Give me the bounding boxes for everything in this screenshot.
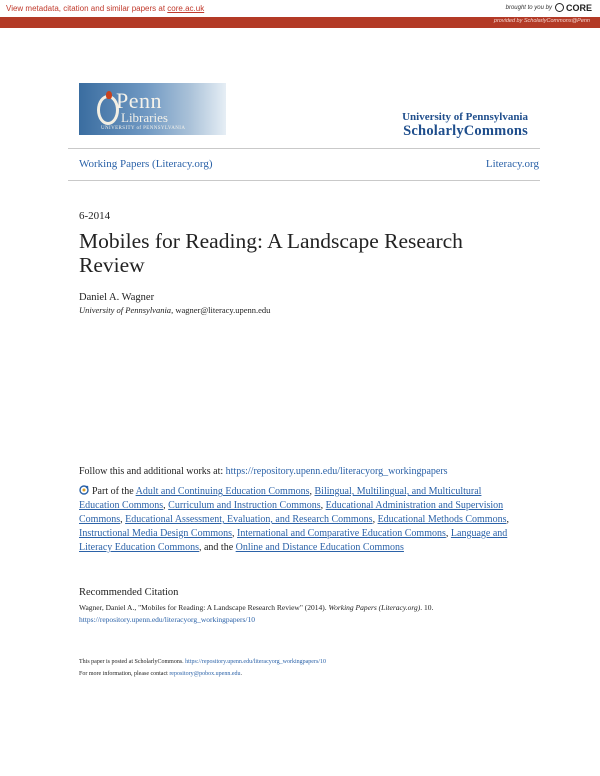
discipline-link[interactable]: Bilingual, Multilingual, and Multicultural Education Commons	[79, 486, 482, 511]
scholarlycommons-link[interactable]: ScholarlyCommons	[403, 123, 528, 139]
discipline-link[interactable]: International and Comparative Education Commons	[237, 528, 446, 539]
citation-heading: Recommended Citation	[79, 587, 179, 598]
core-metadata-link[interactable]: View metadata, citation and similar papers at core.ac.uk	[6, 4, 205, 13]
nav-divider	[68, 180, 540, 181]
core-logo-icon	[555, 3, 564, 12]
part-of-disciplines: Part of the Adult and Continuing Education Commons, Bilingual, Multilingual, and Multicultural Education Commons, Curriculum and Instruction Commons, Educational Administration and Supervision Commons, Educational Assessment, Evaluation, and Research Commons, Educational Methods Commons, Instructional Media Design Commons, International and Comparative Education Commons, Language and Literacy Education Commons, and the Online and Distance Education Commons	[79, 486, 509, 553]
core-ac-uk-link[interactable]: core.ac.uk	[167, 4, 205, 13]
author-affiliation: University of Pennsylvania, wagner@literacy.upenn.edu	[79, 305, 271, 315]
follow-works: Follow this and additional works at: https://repository.upenn.edu/literacyorg_workingpapers	[79, 466, 448, 477]
logo-libraries-text: Libraries	[121, 110, 168, 125]
logo-penn-text: Penn	[116, 88, 162, 113]
discipline-link[interactable]: Educational Assessment, Evaluation, and Research Commons	[125, 514, 373, 525]
discipline-link[interactable]: Language and Literacy Education Commons	[79, 528, 508, 553]
provided-by-bar	[0, 17, 600, 28]
series-link[interactable]: Working Papers (Literacy.org)	[79, 158, 213, 170]
core-banner	[0, 0, 600, 29]
discipline-link[interactable]: Curriculum and Instruction Commons	[168, 500, 321, 511]
author-name: Daniel A. Wagner	[79, 292, 155, 303]
university-name-link[interactable]: University of Pennsylvania	[402, 111, 528, 123]
discipline-link[interactable]: Educational Administration and Supervision Commons	[79, 500, 504, 525]
discipline-link[interactable]: Instructional Media Design Commons	[79, 528, 233, 539]
discipline-link[interactable]: Online and Distance Education Commons	[235, 542, 404, 553]
brought-to-you-text: brought to you by	[505, 5, 552, 11]
discipline-link[interactable]: Adult and Continuing Education Commons	[135, 486, 310, 497]
footer-email-link[interactable]: repository@pobox.upenn.edu	[169, 671, 241, 677]
footer-contact: For more information, please contact repository@pobox.upenn.edu.	[79, 671, 242, 677]
footer-posted: This paper is posted at ScholarlyCommons. https://repository.upenn.edu/literacyorg_workingpapers/10	[79, 659, 326, 665]
citation-text: Wagner, Daniel A., "Mobiles for Reading: A Landscape Research Review" (2014). Working Papers (Literacy.org). 10. https://repository.upenn.edu/literacyorg_workingpapers/10	[79, 603, 434, 624]
follow-url-link[interactable]: https://repository.upenn.edu/literacyorg_workingpapers	[225, 466, 448, 477]
community-link[interactable]: Literacy.org	[485, 158, 539, 170]
logo-university-text: UNIVERSITY of PENNSYLVANIA	[101, 126, 186, 131]
penn-libraries-logo[interactable]	[79, 83, 226, 135]
top-divider	[68, 148, 540, 149]
disciplines-network-icon	[79, 485, 89, 495]
citation-url-link[interactable]: https://repository.upenn.edu/literacyorg_workingpapers/10	[79, 615, 256, 624]
core-brand[interactable]	[506, 3, 592, 13]
discipline-link[interactable]: Educational Methods Commons	[377, 514, 507, 525]
footer-url-link[interactable]: https://repository.upenn.edu/literacyorg_workingpapers/10	[185, 659, 326, 665]
paper-title: Mobiles for Reading: A Landscape Research Review	[79, 229, 463, 277]
core-logo[interactable]: CORE	[555, 3, 592, 13]
provided-by-text[interactable]: provided by ScholarlyCommons@Penn	[493, 18, 590, 24]
publication-date: 6-2014	[79, 210, 111, 222]
